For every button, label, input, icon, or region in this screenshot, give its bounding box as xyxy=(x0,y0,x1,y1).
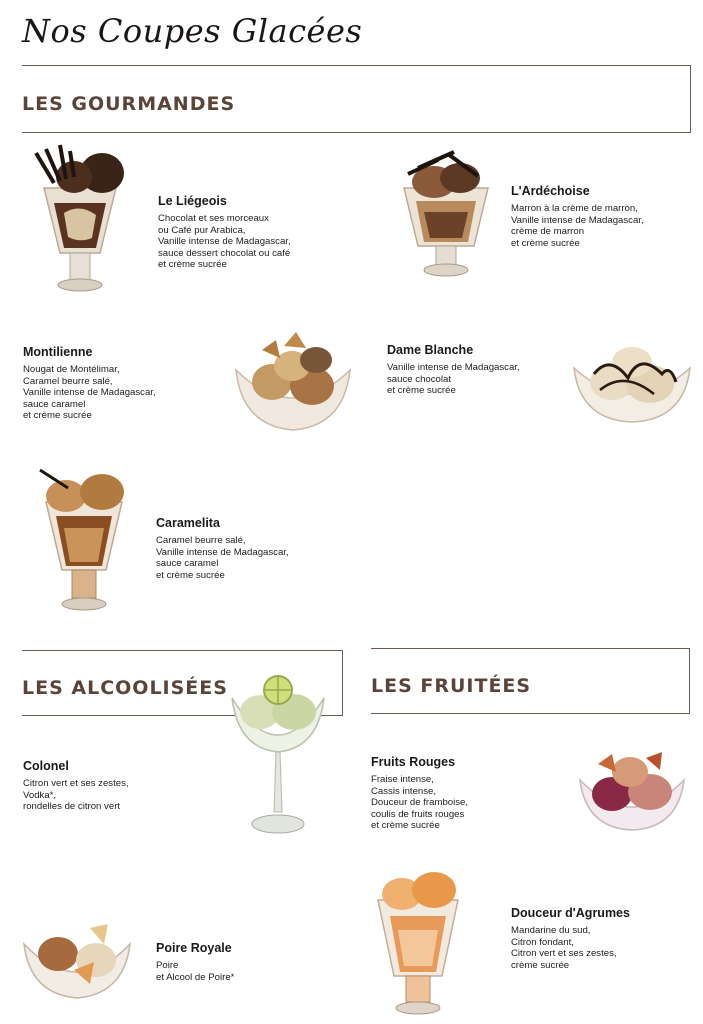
item-name: Montilienne xyxy=(23,345,93,359)
item-description: Caramel beurre salé, Vanille intense de Madagascar, sauce caramel et crème sucrée xyxy=(156,535,289,581)
item-description: Citron vert et ses zestes, Vodka*, rondelles de citron vert xyxy=(23,778,129,812)
page-title: Nos Coupes Glacées xyxy=(22,12,363,50)
item-montilienne xyxy=(23,345,156,422)
item-description: Vanille intense de Madagascar, sauce chocolat et crème sucrée xyxy=(387,362,520,396)
item-description: Marron à la crème de marron, Vanille intense de Madagascar, crème de marron et crème sucrée xyxy=(511,203,644,249)
item-name: Dame Blanche xyxy=(387,343,474,357)
caramelita-sundae-image xyxy=(38,466,130,616)
dame-blanche-sundae-image xyxy=(570,334,694,424)
item-liegeois xyxy=(158,194,291,271)
ardechoise-sundae-image xyxy=(398,146,494,280)
item-ardechoise xyxy=(511,184,644,249)
item-name: Le Liégeois xyxy=(158,194,227,208)
item-name: Poire Royale xyxy=(156,941,232,955)
item-description: Poire et Alcool de Poire* xyxy=(156,960,235,983)
item-name: Caramelita xyxy=(156,516,220,530)
item-name: Fruits Rouges xyxy=(371,755,456,769)
section-title-alcoolisees: LES ALCOOLISÉES xyxy=(22,677,228,699)
item-colonel xyxy=(23,759,129,813)
item-dame-blanche xyxy=(387,343,520,397)
item-name: L'Ardéchoise xyxy=(511,184,590,198)
item-description: Fraise intense, Cassis intense, Douceur de framboise, coulis de fruits rouges et crème sucrée xyxy=(371,774,469,831)
item-douceur-agrumes xyxy=(511,906,630,971)
liegeois-sundae-image xyxy=(30,143,130,298)
item-fruits-rouges xyxy=(371,755,468,832)
item-description: Mandarine du sud, Citron fondant, Citron vert et ses zestes, crème sucrée xyxy=(511,925,617,971)
poire-royale-sundae-image xyxy=(20,914,134,1000)
item-description: Nougat de Montélimar, Caramel beurre salé, Vanille intense de Madagascar, sauce caramel et crème sucrée xyxy=(23,364,156,421)
item-poire-royale xyxy=(156,941,234,983)
montilienne-sundae-image xyxy=(232,330,354,434)
section-title-fruitees: LES FRUITÉES xyxy=(371,675,532,697)
item-name: Douceur d'Agrumes xyxy=(511,906,630,920)
item-caramelita xyxy=(156,516,289,581)
section-title-gourmandes: LES GOURMANDES xyxy=(22,93,236,115)
item-description: Chocolat et ses morceaux ou Café pur Arabica, Vanille intense de Madagascar, sauce dessert chocolat ou café et crème sucrée xyxy=(158,213,291,270)
douceur-agrumes-sundae-image xyxy=(372,866,464,1018)
fruits-rouges-sundae-image xyxy=(576,744,688,832)
item-name: Colonel xyxy=(23,759,69,773)
colonel-sundae-image xyxy=(228,672,328,842)
